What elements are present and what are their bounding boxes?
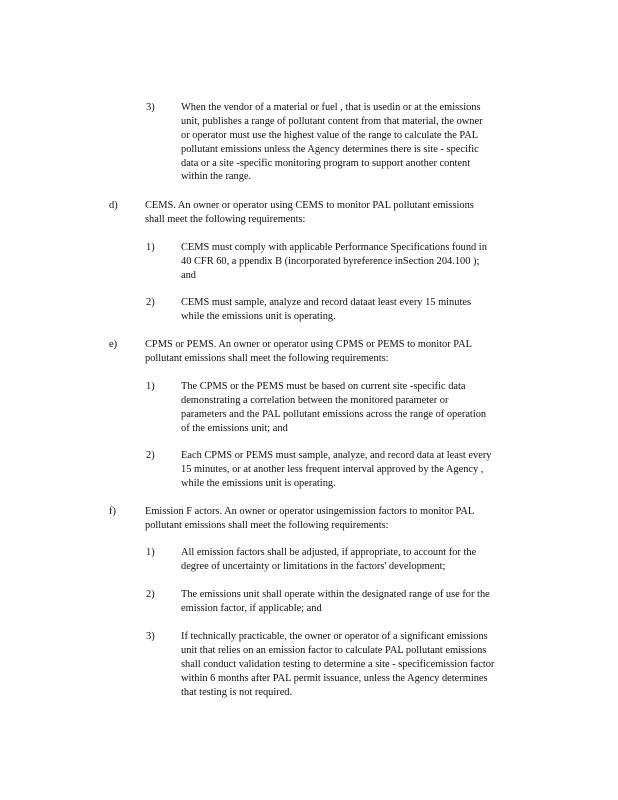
text-line: Emission F actors. An owner or operator usingemission factors to monitor PAL xyxy=(145,506,475,517)
item-f2-marker: 2) xyxy=(146,589,155,600)
text-line: When the vendor of a material or fuel , that is usedin or at the emissions xyxy=(181,102,481,113)
text-line: The CPMS or the PEMS must be based on current site -specific data xyxy=(181,381,466,392)
item-e2-marker: 2) xyxy=(146,450,155,461)
section-e-marker: e) xyxy=(109,339,118,350)
text-line: of the emissions unit; and xyxy=(181,422,288,434)
text-line: CEMS must comply with applicable Performance Specifications found in xyxy=(181,242,487,253)
text-line: If technically practicable, the owner or operator of a significant emissions xyxy=(181,631,488,642)
item-f1-text xyxy=(181,546,541,574)
text-line: demonstrating a correlation between the monitored parameter or xyxy=(181,394,449,406)
text-line: parameters and the PAL pollutant emissions across the range of operation xyxy=(181,408,487,420)
item-f3-marker: 3) xyxy=(146,631,155,642)
item-d1-marker: 1) xyxy=(146,242,155,253)
text-line: shall meet the following requirements: xyxy=(145,213,306,225)
section-f-marker: f) xyxy=(109,506,116,517)
text-line: within the range. xyxy=(181,171,252,183)
text-line: data or a site -specific monitoring program to support another content xyxy=(181,157,471,169)
text-line: while the emissions unit is operating. xyxy=(181,477,336,489)
text-line: Each CPMS or PEMS must sample, analyze, and record data at least every xyxy=(181,450,492,461)
text-line: while the emissions unit is operating. xyxy=(181,310,336,322)
text-line: CPMS or PEMS. An owner or operator using CPMS or PEMS to monitor PAL xyxy=(145,339,472,350)
text-line: and xyxy=(181,269,197,281)
item-e1-text xyxy=(181,380,541,436)
section-d-text xyxy=(145,199,535,227)
item-c3-text xyxy=(181,101,541,184)
text-line: CEMS must sample, analyze and record dataat least every 15 minutes xyxy=(181,297,471,308)
item-e2-text xyxy=(181,449,541,491)
text-line: or operator must use the highest value of the range to calculate the PAL xyxy=(181,129,479,141)
text-line: that testing is not required. xyxy=(181,686,293,698)
text-line: unit that relies on an emission factor to calculate PAL pollutant emissions xyxy=(181,644,487,656)
text-line: pollutant emissions shall meet the following requirements: xyxy=(145,519,389,531)
text-line: All emission factors shall be adjusted, if appropriate, to account for the xyxy=(181,547,477,558)
text-line: pollutant emissions unless the Agency determines there is site - specific xyxy=(181,143,479,155)
text-line: pollutant emissions shall meet the following requirements: xyxy=(145,352,389,364)
item-d1-text xyxy=(181,241,541,283)
text-line: degree of uncertainty or limitations in the factors' development; xyxy=(181,560,446,572)
item-f2-text xyxy=(181,588,541,616)
text-line: shall conduct validation testing to determine a site - specificemission factor xyxy=(181,658,495,670)
item-f3-text xyxy=(181,630,541,699)
text-line: unit, publishes a range of pollutant content from that material, the owner xyxy=(181,115,483,127)
text-line: CEMS. An owner or operator using CEMS to monitor PAL pollutant emissions xyxy=(145,200,474,211)
section-f-text xyxy=(145,505,535,533)
item-c3-marker: 3) xyxy=(146,102,155,113)
text-line: within 6 months after PAL permit issuance, unless the Agency determines xyxy=(181,672,488,684)
text-line: The emissions unit shall operate within the designated range of use for the xyxy=(181,589,490,600)
text-line: emission factor, if applicable; and xyxy=(181,602,322,614)
section-e-text xyxy=(145,338,535,366)
item-f1-marker: 1) xyxy=(146,547,155,558)
item-d2-text xyxy=(181,296,541,324)
item-d2-marker: 2) xyxy=(146,297,155,308)
text-line: 15 minutes, or at another less frequent interval approved by the Agency , xyxy=(181,463,484,475)
section-d-marker: d) xyxy=(109,200,118,211)
text-line: 40 CFR 60, a ppendix B (incorporated byreference inSection 204.100 ); xyxy=(181,255,480,267)
item-e1-marker: 1) xyxy=(146,381,155,392)
